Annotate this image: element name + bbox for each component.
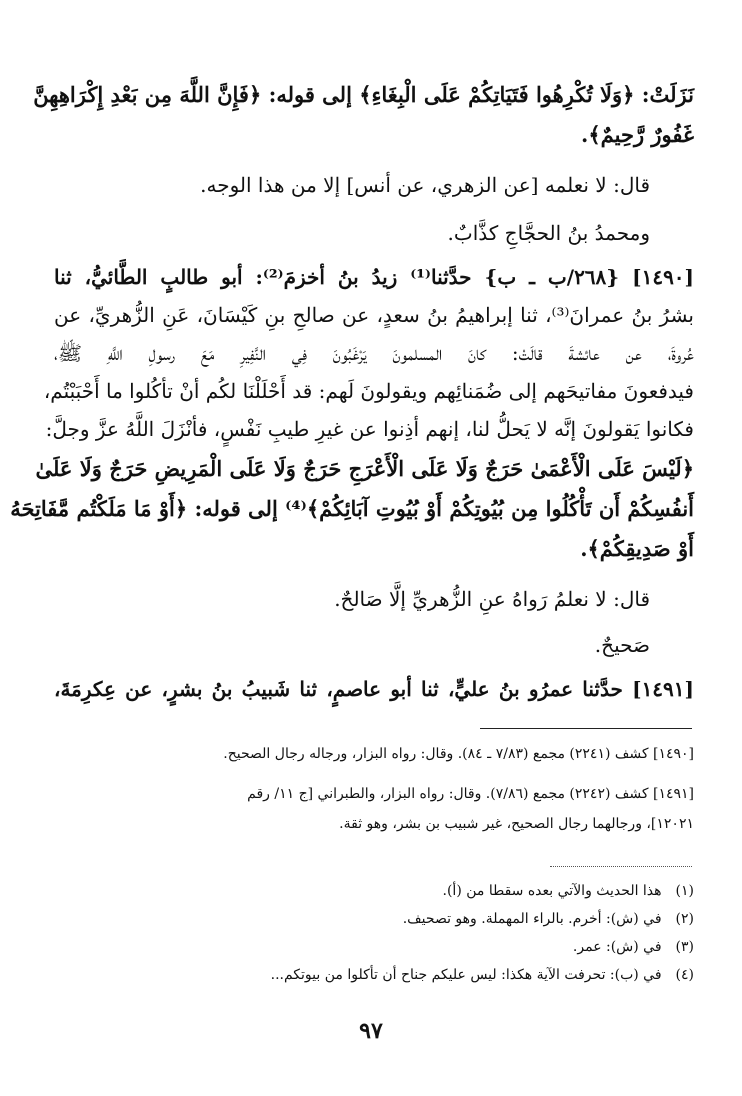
takhrij-separator <box>480 728 692 729</box>
footnote-separator <box>550 866 692 867</box>
footnote-text: في (ش): عمر. <box>572 939 662 955</box>
body-line-1: نَزَلَتْ: ﴿وَلَا تُكْرِهُوا فَتَيَاتِكُمْ عَلَى الْبِغَاءِ﴾ إلى قوله: ﴿فَإِنَّ اللَّهَ مِن بَعْدِ إِكْرَاهِهِنَّ <box>33 82 694 107</box>
footnote-1 <box>44 880 694 902</box>
body-line-13: قال: لا نعلمُ رَواهُ عنِ الزُّهريِّ إلَّا صَالحٌ. <box>334 587 650 611</box>
footnote-2 <box>44 908 694 930</box>
body-line-7: عُروةَ، عن عائشةَ قالَتْ: كانَ المسلمونَ يَرْغَبُونَ فِي النَّفِيرِ مَعَ رسولِ اللَّهِ ﷺ، <box>54 341 694 365</box>
body-line-6: بشرُ بنُ عمرانَ⁽³⁾، ثنا إبراهيمُ بنُ سعدٍ، عن صالحِ بنِ كَيْسَانَ، عَنِ الزُّهريِّ، عن <box>54 303 695 327</box>
body-line-14: صَحيحٌ. <box>594 633 650 657</box>
footnote-text: في (ب): تحرفت الآية هكذا: ليس عليكم جناح أن تأكلوا من بيوتكم... <box>270 967 662 983</box>
footnote-text: هذا الحديث والآتي بعده سقطا من (أ). <box>442 883 662 899</box>
takhrij-1491-line-1: [١٤٩١] كشف (٢٢٤٢) مجمع (٧/٨٦). وقال: رواه البزار، والطبراني [ج ١١/ رقم <box>247 786 694 802</box>
footnote-3 <box>44 936 694 958</box>
page-number: ٩٧ <box>359 1018 383 1044</box>
footnote-number: (٢) <box>675 911 694 927</box>
takhrij-1491-line-2: ١٢٠٢١]، ورجالهما رجال الصحيح، غير شبيب بن بشر، وهو ثقة. <box>339 816 694 832</box>
footnote-4 <box>44 964 694 986</box>
quran-line-2: أَنفُسِكُمْ أَن تَأْكُلُوا مِن بُيُوتِكُمْ أَوْ بُيُوتِ آبَائِكُمْ﴾⁽⁴⁾ إلى قوله: ﴿أَوْ مَا مَلَكْتُم مَّفَاتِحَهُ <box>10 496 694 521</box>
footnote-number: (٤) <box>675 967 694 983</box>
takhrij-1490: [١٤٩٠] كشف (٢٢٤١) مجمع (٧/٨٣ ـ ٨٤). وقال: رواه البزار، ورجاله رجال الصحيح. <box>223 746 694 762</box>
body-line-2: غَفُورٌ رَّحِيمٌ﴾. <box>581 122 694 147</box>
body-line-8: فيدفعونَ مفاتيحَهم إلى ضُمَنائِهم ويقولونَ لَهم: قد أَحْلَلْنَا لكُم أنْ تأكُلوا ما أَحْبَبْتُم، <box>43 379 694 403</box>
hadith-1490-header: [١٤٩٠] {٢٦٨/ب ـ ب} حدَّثنا⁽¹⁾ زيدُ بنُ أخزمَ⁽²⁾: أبو طالبٍ الطَّائيُّ، ثنا <box>54 265 695 289</box>
body-line-9: فكانوا يَقولونَ إنَّه لا يَحلُّ لنا، إنهم أذِنوا عن غيرِ طيبِ نَفْسٍ، فأنْزَلَ اللَّهُ عزَّ وجلَّ: <box>45 417 694 441</box>
footnote-text: في (ش): أخرم. بالراء المهملة. وهو تصحيف. <box>402 911 662 927</box>
body-line-3: قال: لا نعلمه [عن الزهري، عن أنس] إلا من هذا الوجه. <box>200 173 650 197</box>
footnote-number: (٣) <box>675 939 694 955</box>
quran-line-3: أَوْ صَدِيقِكُمْ﴾. <box>580 536 694 561</box>
quran-line-1: ﴿لَيْسَ عَلَى الْأَعْمَىٰ حَرَجٌ وَلَا عَلَى الْأَعْرَجِ حَرَجٌ وَلَا عَلَى الْمَرِيضِ حَرَجٌ وَلَا عَلَىٰ <box>35 456 694 481</box>
footnote-number: (١) <box>675 883 694 899</box>
hadith-1491-header: [١٤٩١] حدَّثنا عمرُو بنُ عليٍّ، ثنا أبو عاصمٍ، ثنا شَبيبُ بنُ بشرٍ، عن عِكرِمَةَ، <box>54 677 694 701</box>
body-line-4: ومحمدُ بنُ الحجَّاجِ كذَّابٌ. <box>447 221 650 245</box>
